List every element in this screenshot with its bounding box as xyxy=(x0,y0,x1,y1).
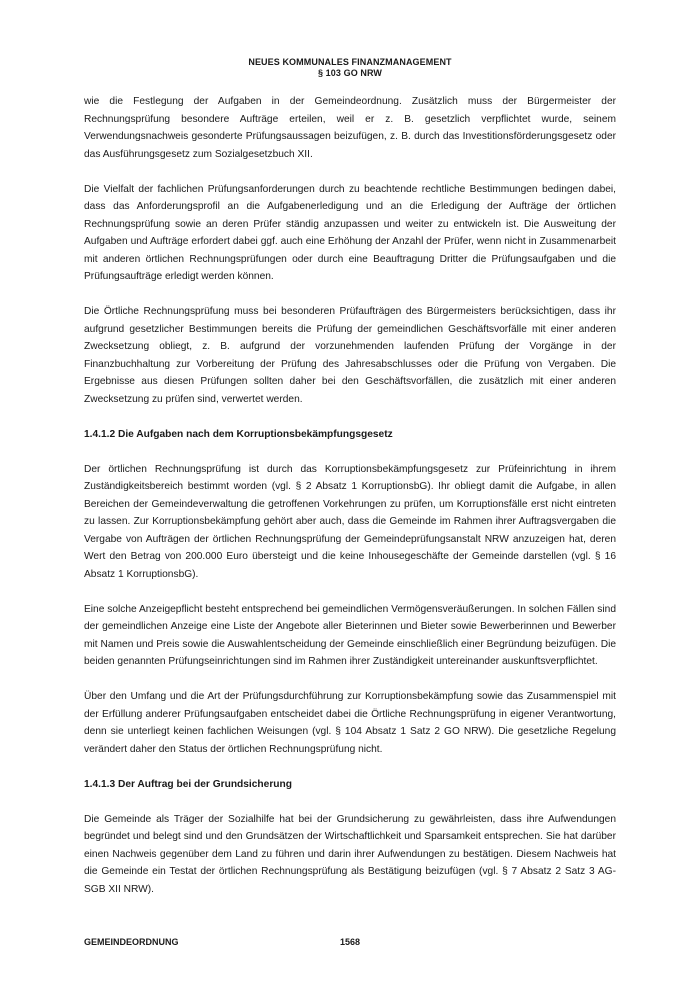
header-title: NEUES KOMMUNALES FINANZMANAGEMENT xyxy=(248,57,452,67)
header-section: § 103 GO NRW xyxy=(317,68,383,78)
section-heading: 1.4.1.3 Der Auftrag bei der Grundsicherung xyxy=(84,778,292,790)
document-body xyxy=(84,93,616,916)
page-number: 1568 xyxy=(339,937,361,947)
paragraph: Die Vielfalt der fachlichen Prüfungsanforderungen durch zu beachtende rechtliche Bestimmungen bedingen dabei, dass das Anforderungsprofil an die Aufgabenerledigung und an die Erledigung der Aufträge der örtlichen Rechnungsprüfung sowie an deren Prüfer ständig anzupassen und weiter zu entwickeln ist. Die Ausweitung der Aufgaben und Aufträge erfordert dabei ggf. auch eine Erhöhung der Anzahl der Prüfer, wenn nicht in Zusammenarbeit mit anderen örtlichen Rechnungsprüfungen oder durch eine Beauftragung Dritter die Prüfungsaufgaben und die Prüfungsaufträge erledigt werden können. xyxy=(84,183,616,282)
paragraph: wie die Festlegung der Aufgaben in der Gemeindeordnung. Zusätzlich muss der Bürgermeister der Rechnungsprüfung besondere Aufträge erteilen, weil er z. B. gesetzlich verpflichtet wurde, seinem Verwendungsnachweis gesonderte Prüfungsaussagen beizufügen, z. B. durch das Investitionsförderungsgesetz oder das Ausführungsgesetz zum Sozialgesetzbuch XII. xyxy=(84,96,616,160)
paragraph: Die Örtliche Rechnungsprüfung muss bei besonderen Prüfaufträgen des Bürgermeisters berücksichtigen, dass ihr aufgrund gesetzlicher Bestimmungen bereits die Prüfung der gemeindlichen Geschäftsvorfälle mit einer anderen Zwecksetzung obliegt, z. B. aufgrund der vorzunehmenden laufenden Prüfung der Vorgänge in der Finanzbuchhaltung zur Vorbereitung der Prüfung des Jahresabschlusses oder die Prüfung von Vergaben. Die Ergebnisse aus diesen Prüfungen sollten daher bei den Geschäftsvorfällen, die zusätzlich mit einer anderen Zwecksetzung zu prüfen sind, verwertet werden. xyxy=(84,306,616,405)
paragraph: Der örtlichen Rechnungsprüfung ist durch das Korruptionsbekämpfungsgesetz zur Prüfeinrichtung in ihrem Zuständigkeitsbereich bestimmt worden (vgl. § 2 Absatz 1 KorruptionsbG). Ihr obliegt damit die Aufgabe, in allen Bereichen der Gemeindeverwaltung die getroffenen Vorkehrungen zu prüfen, um Korruptionsfälle erst nicht eintreten zu lassen. Zur Korruptionsbekämpfung gehört aber auch, dass die Gemeinde im Rahmen ihrer Auftragsvergaben die Vergabe von Aufträgen der örtlichen Rechnungsprüfung der Gemeindeprüfungsanstalt NRW anzuzeigen hat, deren Wert den Betrag von 200.000 Euro übersteigt und die keine Inhousegeschäfte der Gemeinde darstellen (vgl. § 16 Absatz 1 KorruptionsbG). xyxy=(84,463,616,580)
section-heading: 1.4.1.2 Die Aufgaben nach dem Korruptionsbekämpfungsgesetz xyxy=(84,428,393,440)
paragraph: Über den Umfang und die Art der Prüfungsdurchführung zur Korruptionsbekämpfung sowie das Zusammenspiel mit der Erfüllung anderer Prüfungsaufgaben entscheidet dabei die Örtliche Rechnungsprüfung in eigener Verantwortung, denn sie unterliegt keinen fachlichen Weisungen (vgl. § 104 Absatz 1 Satz 2 GO NRW). Die gesetzliche Regelung verändert daher den Status der örtlichen Rechnungsprüfung nicht. xyxy=(84,691,616,755)
paragraph: Die Gemeinde als Träger der Sozialhilfe hat bei der Grundsicherung zu gewährleisten, dass ihre Aufwendungen begründet und belegt sind und den Grundsätzen der Wirtschaftlichkeit und Sparsamkeit entsprechen. Sie hat darüber einen Nachweis gegenüber dem Land zu führen und darin ihrer Aufwendungen zu bestätigen. Diesem Nachweis hat die Gemeinde ein Testat der örtlichen Rechnungsprüfung als Bestätigung beizufügen (vgl. § 7 Absatz 2 Satz 3 AG-SGB XII NRW). xyxy=(84,813,616,895)
footer-title: GEMEINDEORDNUNG xyxy=(84,937,179,947)
page-header xyxy=(0,57,700,79)
paragraph: Eine solche Anzeigepflicht besteht entsprechend bei gemeindlichen Vermögensveräußerungen. In solchen Fällen sind der gemeindlichen Anzeige eine Liste der Angebote aller Bieterinnen und Bieter sowie Bewerberinnen und Bewerber mit Namen und Preis sowie die Auswahlentscheidung der Gemeinde einschließlich einer Begründung beizufügen. Die beiden genannten Prüfungseinrichtungen sind im Rahmen ihrer Zuständigkeit untereinander auskunftsverpflichtet. xyxy=(84,603,616,667)
